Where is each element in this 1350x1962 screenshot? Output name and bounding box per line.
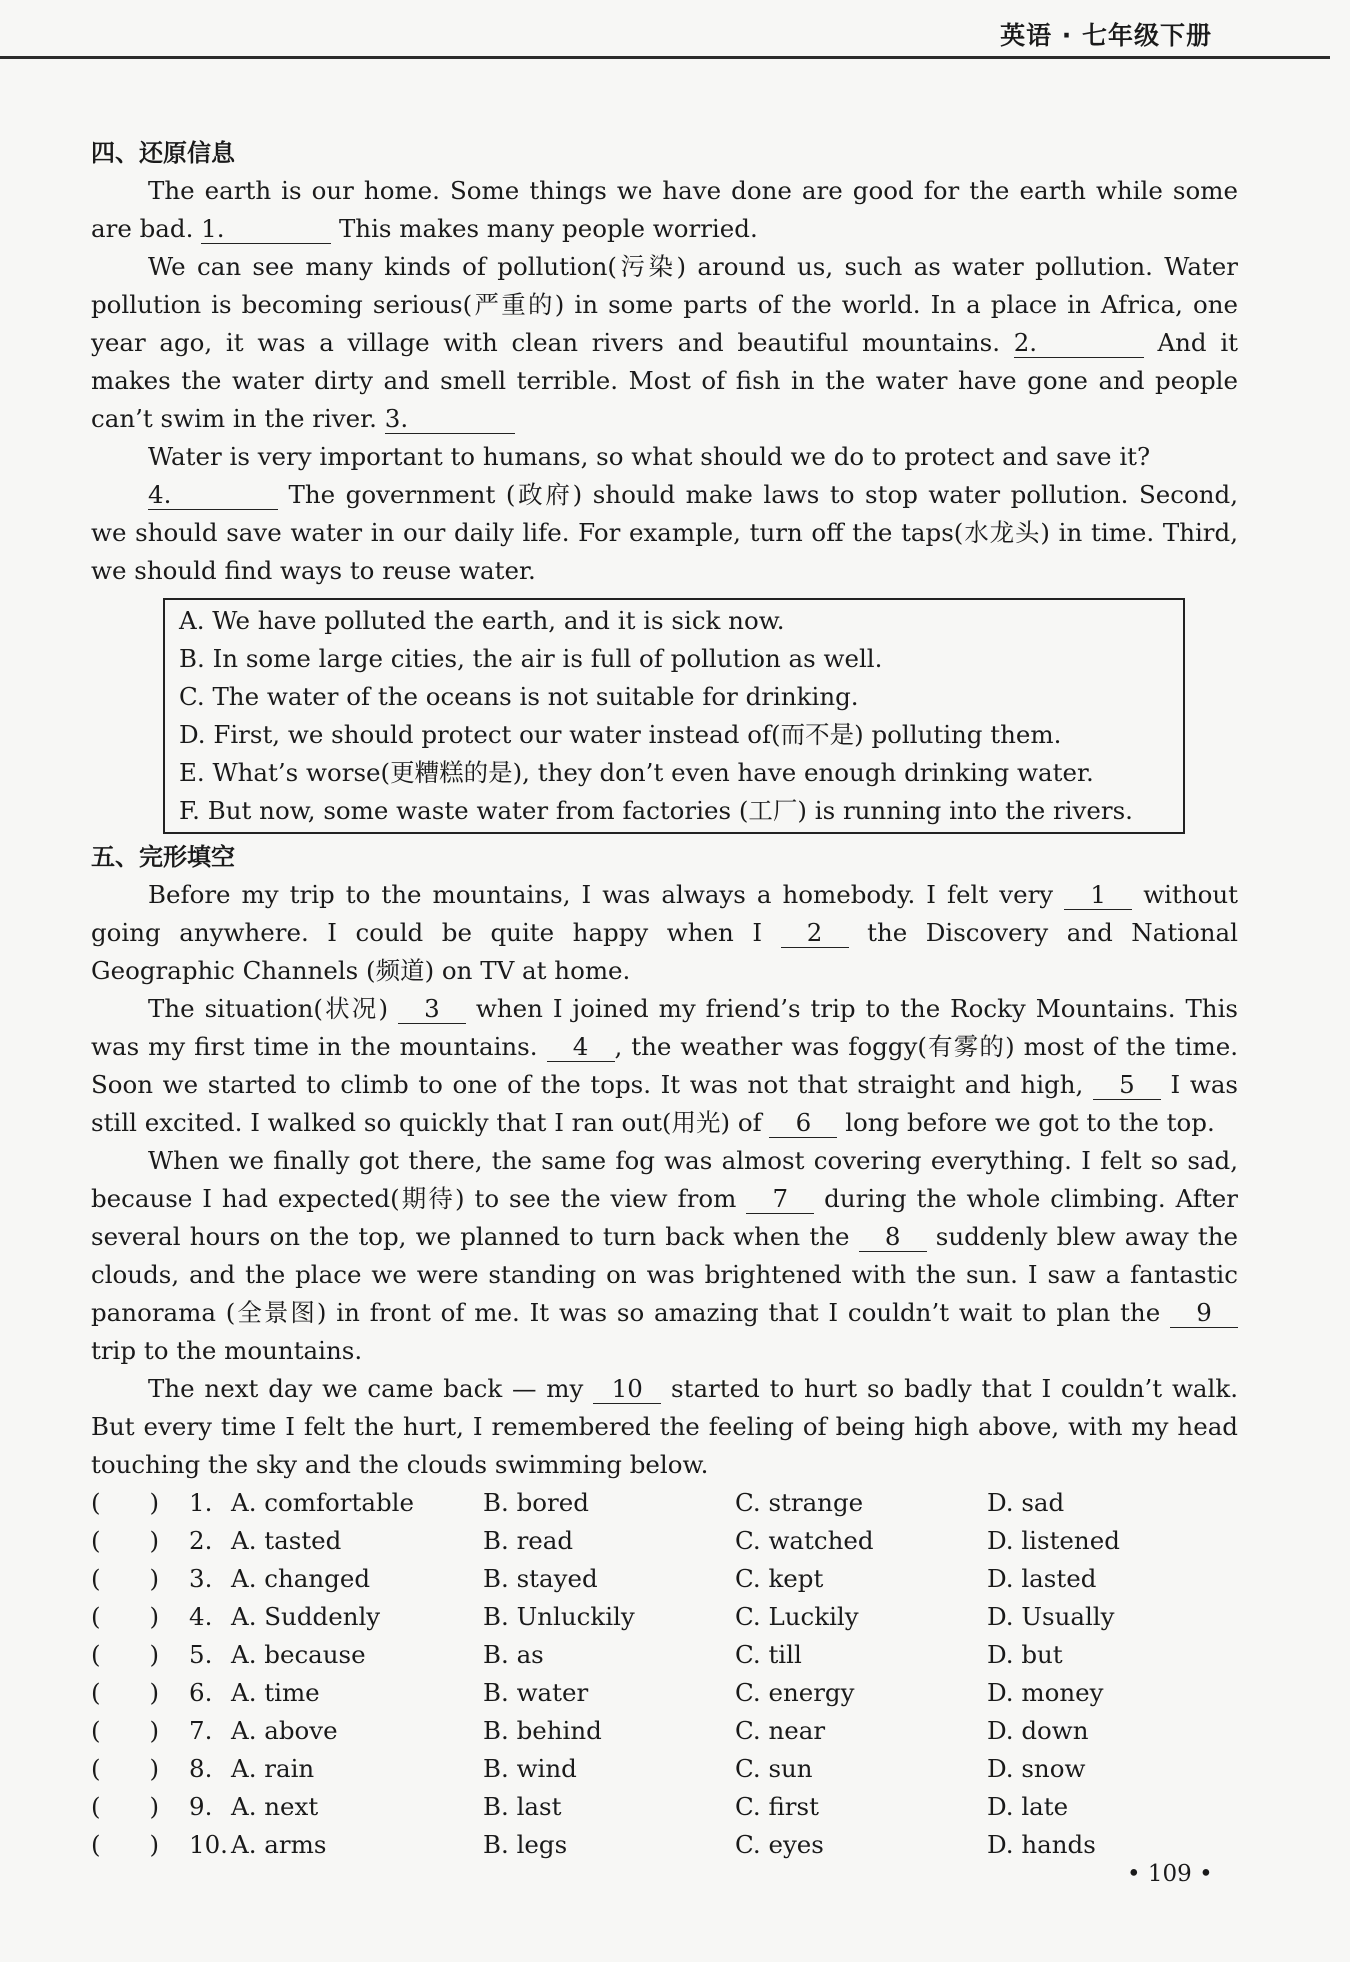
s4-paragraph-3: Water is very important to humans, so what should we do to protect and save it? [148, 442, 1151, 471]
choice-c[interactable]: C. sun [735, 1754, 813, 1783]
choice-c[interactable]: C. eyes [735, 1830, 824, 1859]
s5-paragraph-4: The next day we came back — my 10 started to hurt so badly that I couldn’t walk. But every time I felt the hurt, I remembered the feeling of being high above, with my head touching the sky and the clouds swimming below. [91, 1374, 1238, 1479]
choice-a[interactable]: A. because [231, 1640, 366, 1669]
choice-row: ( ) 3. A. changed B. stayed C. kept D. lasted [91, 1560, 1238, 1598]
s5-blank-7[interactable]: 7 [746, 1185, 814, 1214]
s5-paragraph-1: Before my trip to the mountains, I was always a homebody. I felt very 1 without going anywhere. I could be quite happy when I 2 the Discovery and National Geographic Channels (频道) on TV at home. [91, 880, 1239, 985]
s4-paragraph-1: The earth is our home. Some things we have done are good for the earth while some are bad. 1. This makes many people worried. [91, 176, 1238, 243]
choice-row: ( ) 5. A. because B. as C. till D. but [91, 1636, 1238, 1674]
s5-blank-6[interactable]: 6 [769, 1109, 837, 1138]
s4-blank-4[interactable]: 4. [148, 481, 278, 510]
choice-c[interactable]: C. near [735, 1716, 826, 1745]
choice-c[interactable]: C. Luckily [735, 1602, 859, 1631]
s4-option-a: A. We have polluted the earth, and it is sick now. [179, 606, 785, 635]
choice-b[interactable]: B. stayed [483, 1564, 598, 1593]
choice-row: ( ) 9. A. next B. last C. first D. late [91, 1788, 1238, 1826]
s5-blank-5[interactable]: 5 [1093, 1071, 1161, 1100]
s4-options-box [163, 598, 1185, 834]
choice-c[interactable]: C. strange [735, 1488, 864, 1517]
s5-blank-3[interactable]: 3 [398, 995, 466, 1024]
answer-paren[interactable]: ( ) [91, 1830, 160, 1859]
answer-paren[interactable]: ( ) [91, 1640, 160, 1669]
choice-a[interactable]: A. above [231, 1716, 338, 1745]
choice-a[interactable]: A. rain [231, 1754, 315, 1783]
s4-option-f: F. But now, some waste water from factories (工厂) is running into the rivers. [179, 796, 1133, 825]
choice-a[interactable]: A. time [231, 1678, 320, 1707]
answer-paren[interactable]: ( ) [91, 1488, 160, 1517]
choice-b[interactable]: B. wind [483, 1754, 577, 1783]
choice-d[interactable]: D. late [987, 1792, 1069, 1821]
s4-option-d: D. First, we should protect our water instead of(而不是) polluting them. [179, 720, 1062, 749]
s4-option-b: B. In some large cities, the air is full of pollution as well. [179, 644, 883, 673]
s5-blank-10[interactable]: 10 [593, 1375, 661, 1404]
choice-a[interactable]: A. tasted [231, 1526, 342, 1555]
s4-paragraph-4: 4. The government (政府) should make laws to stop water pollution. Second, we should save water in our daily life. For example, turn off the taps(水龙头) in time. Third, we should find ways to reuse water. [91, 480, 1238, 585]
choice-d[interactable]: D. money [987, 1678, 1104, 1707]
choice-c[interactable]: C. watched [735, 1526, 874, 1555]
choice-b[interactable]: B. last [483, 1792, 562, 1821]
choice-a[interactable]: A. comfortable [231, 1488, 414, 1517]
choice-c[interactable]: C. energy [735, 1678, 855, 1707]
choice-d[interactable]: D. lasted [987, 1564, 1097, 1593]
choice-d[interactable]: D. down [987, 1716, 1089, 1745]
page-content [91, 134, 1238, 1864]
answer-paren[interactable]: ( ) [91, 1564, 160, 1593]
section-5-title: 五、完形填空 [91, 843, 235, 871]
s4-blank-3[interactable]: 3. [385, 405, 515, 434]
choice-c[interactable]: C. kept [735, 1564, 824, 1593]
section-4-title: 四、还原信息 [91, 139, 235, 167]
choice-c[interactable]: C. first [735, 1792, 819, 1821]
answer-paren[interactable]: ( ) [91, 1716, 160, 1745]
choice-a[interactable]: A. Suddenly [231, 1602, 381, 1631]
choice-row: ( ) 10. A. arms B. legs C. eyes D. hands [91, 1826, 1238, 1864]
s4-paragraph-2: We can see many kinds of pollution(污染) around us, such as water pollution. Water pollution is becoming serious(严重的) in some parts of the world. In a place in Africa, one year ago, it was a village with clean rivers and beautiful mountains. 2. And it makes the water dirty and smell terrible. Most of fish in the water have gone and people can’t swim in the river. 3. [91, 252, 1238, 433]
choice-b[interactable]: B. bored [483, 1488, 589, 1517]
choice-row: ( ) 7. A. above B. behind C. near D. down [91, 1712, 1238, 1750]
answer-paren[interactable]: ( ) [91, 1602, 160, 1631]
choice-b[interactable]: B. water [483, 1678, 589, 1707]
choice-d[interactable]: D. listened [987, 1526, 1120, 1555]
choice-d[interactable]: D. snow [987, 1754, 1086, 1783]
s5-blank-4[interactable]: 4 [547, 1033, 615, 1062]
choice-a[interactable]: A. arms [231, 1830, 327, 1859]
answer-paren[interactable]: ( ) [91, 1678, 160, 1707]
answer-paren[interactable]: ( ) [91, 1526, 160, 1555]
s4-blank-1[interactable]: 1. [201, 215, 331, 244]
choice-row: ( ) 2. A. tasted B. read C. watched D. listened [91, 1522, 1238, 1560]
choice-c[interactable]: C. till [735, 1640, 802, 1669]
choice-d[interactable]: D. Usually [987, 1602, 1115, 1631]
choice-b[interactable]: B. behind [483, 1716, 602, 1745]
s5-blank-9[interactable]: 9 [1170, 1299, 1238, 1328]
s5-choices [91, 1484, 1238, 1864]
choice-b[interactable]: B. Unluckily [483, 1602, 635, 1631]
s5-paragraph-2: The situation(状况) 3 when I joined my friend’s trip to the Rocky Mountains. This was my first time in the mountains. 4 , the weather was foggy(有雾的) most of the time. Soon we started to climb to one of the tops. It was not that straight and high, 5 I was still excited. I walked so quickly that I ran out(用光) of 6 long before we got to the top. [91, 994, 1238, 1137]
s5-paragraph-3: When we finally got there, the same fog was almost covering everything. I felt so sad, because I had expected(期待) to see the view from 7 during the whole climbing. After several hours on the top, we planned to turn back when the 8 suddenly blew away the clouds, and the place we were standing on was brightened with the sun. I saw a fantastic panorama (全景图) in front of me. It was so amazing that I couldn’t wait to plan the 9 trip to the mountains. [91, 1146, 1238, 1365]
choice-b[interactable]: B. read [483, 1526, 574, 1555]
choice-row: ( ) 4. A. Suddenly B. Unluckily C. Luckily D. Usually [91, 1598, 1238, 1636]
s4-option-e: E. What’s worse(更糟糕的是), they don’t even have enough drinking water. [179, 758, 1094, 787]
choice-row: ( ) 6. A. time B. water C. energy D. money [91, 1674, 1238, 1712]
s4-option-c: C. The water of the oceans is not suitable for drinking. [179, 682, 859, 711]
page-header [0, 21, 1330, 59]
s5-blank-1[interactable]: 1 [1064, 881, 1132, 910]
choice-a[interactable]: A. next [231, 1792, 319, 1821]
answer-paren[interactable]: ( ) [91, 1792, 160, 1821]
s5-blank-2[interactable]: 2 [781, 919, 849, 948]
answer-paren[interactable]: ( ) [91, 1754, 160, 1783]
choice-row: ( ) 1. A. comfortable B. bored C. strange D. sad [91, 1484, 1238, 1522]
choice-d[interactable]: D. sad [987, 1488, 1065, 1517]
choice-d[interactable]: D. but [987, 1640, 1063, 1669]
s5-blank-8[interactable]: 8 [859, 1223, 927, 1252]
choice-b[interactable]: B. legs [483, 1830, 568, 1859]
choice-d[interactable]: D. hands [987, 1830, 1096, 1859]
s4-blank-2[interactable]: 2. [1014, 329, 1144, 358]
choice-a[interactable]: A. changed [231, 1564, 371, 1593]
choice-row: ( ) 8. A. rain B. wind C. sun D. snow [91, 1750, 1238, 1788]
book-title: 英语 · 七年级下册 [1000, 21, 1212, 50]
choice-b[interactable]: B. as [483, 1640, 544, 1669]
page-number: • 109 • [1127, 1861, 1213, 1887]
